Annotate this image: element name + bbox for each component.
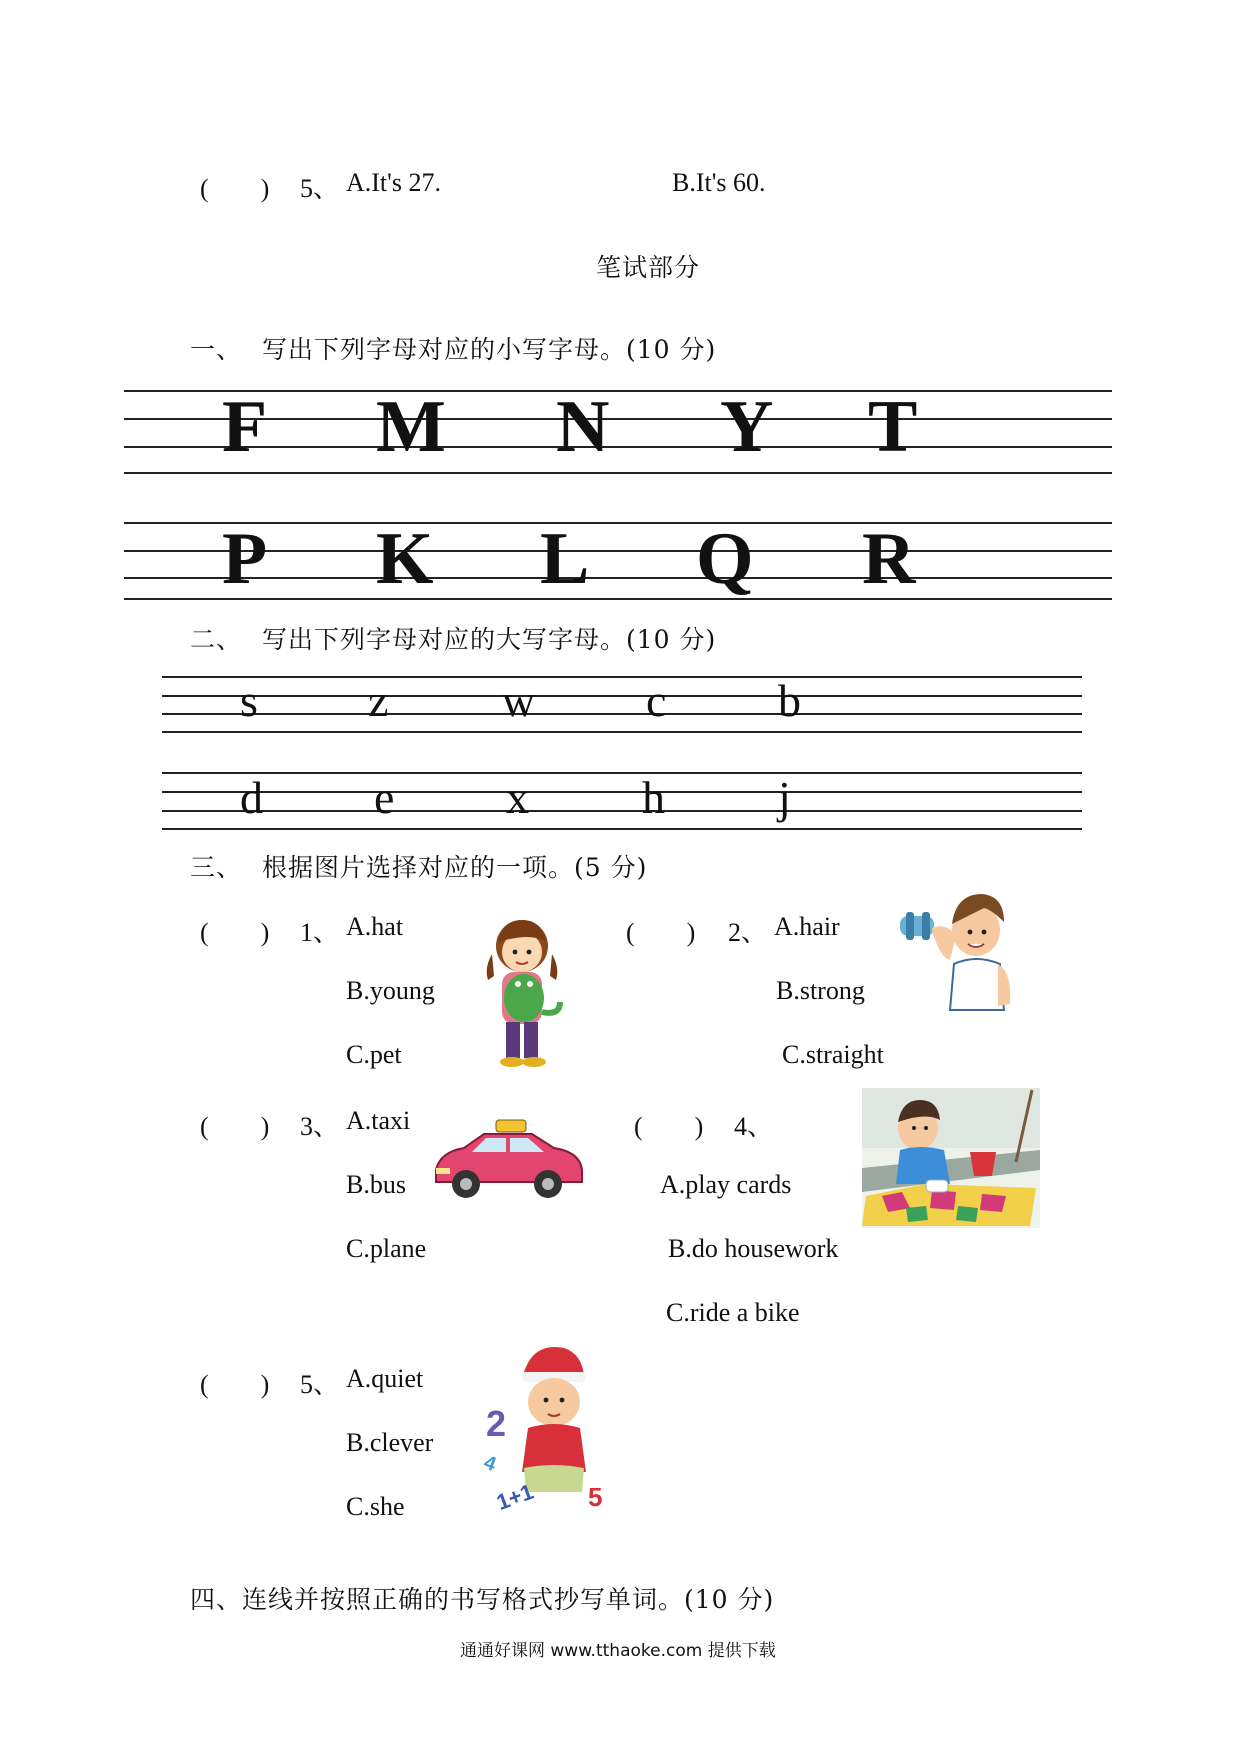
option-a: A.quiet (346, 1364, 424, 1393)
section-number: 一、 (190, 335, 243, 364)
lowercase-letter: z (368, 675, 389, 726)
uppercase-letter: K (376, 518, 434, 600)
writing-line (162, 676, 1082, 678)
writing-line (162, 713, 1082, 715)
writing-line (124, 522, 1112, 524)
section-heading: 根据图片选择对应的一项。(5 分) (262, 853, 648, 882)
uppercase-letter: Q (696, 518, 754, 600)
option-a: A.taxi (346, 1106, 411, 1135)
uppercase-letter: Y (720, 386, 774, 468)
svg-text:1+1: 1+1 (493, 1478, 537, 1516)
option-b: B.clever (346, 1428, 434, 1457)
lowercase-letter: j (778, 772, 791, 823)
option-a: A.It's 27. (346, 168, 441, 197)
section-number: 三、 (190, 853, 243, 882)
writing-line (124, 472, 1112, 474)
writing-line (162, 791, 1082, 793)
lowercase-letter: d (240, 772, 263, 823)
writing-line (124, 598, 1112, 600)
taxi-picture (430, 1118, 586, 1202)
lowercase-letter: w (502, 675, 536, 726)
option-b: B.It's 60. (672, 168, 766, 197)
lowercase-letter: x (506, 772, 529, 823)
option-a: A.play cards (660, 1170, 792, 1199)
question-number: 3、 (300, 1112, 340, 1141)
strong-boy-picture (896, 886, 1024, 1014)
writing-line (124, 418, 1112, 420)
footer-text: 通通好课网 www.tthaoke.com 提供下载 (460, 1641, 776, 1661)
option-c: C.straight (782, 1040, 884, 1069)
option-c: C.she (346, 1492, 405, 1521)
question-number: 1、 (300, 918, 340, 947)
lowercase-letter: b (778, 675, 801, 726)
answer-blank[interactable]: ( ) (200, 1370, 270, 1399)
lowercase-letter: s (240, 675, 258, 726)
answer-blank[interactable]: ( ) (200, 174, 270, 203)
uppercase-letter: T (868, 386, 918, 468)
section-heading: 写出下列字母对应的小写字母。(10 分) (262, 335, 717, 364)
uppercase-letter: F (222, 386, 268, 468)
section-title: 笔试部分 (596, 253, 701, 282)
option-b: B.bus (346, 1170, 406, 1199)
option-c: C.ride a bike (666, 1298, 800, 1327)
uppercase-letter: R (862, 518, 916, 600)
uppercase-letter: P (222, 518, 268, 600)
clever-boy-picture (476, 1336, 612, 1514)
answer-blank[interactable]: ( ) (634, 1112, 704, 1141)
option-a: A.hat (346, 912, 404, 941)
lowercase-letter: h (642, 772, 665, 823)
option-c: C.pet (346, 1040, 402, 1069)
uppercase-letter: N (556, 386, 610, 468)
question-number: 5、 (300, 1370, 340, 1399)
svg-text:5: 5 (588, 1482, 603, 1512)
section-heading: 写出下列字母对应的大写字母。(10 分) (262, 625, 717, 654)
boy-cleaning-picture (862, 1088, 1040, 1228)
question-number: 5、 (300, 174, 340, 203)
writing-line (124, 577, 1112, 579)
uppercase-letter: M (376, 386, 446, 468)
question-number: 4、 (734, 1112, 774, 1141)
option-b: B.young (346, 976, 435, 1005)
writing-line (162, 772, 1082, 774)
writing-line (162, 810, 1082, 812)
option-b: B.strong (776, 976, 865, 1005)
writing-line (162, 828, 1082, 830)
option-a: A.hair (774, 912, 840, 941)
writing-line (124, 446, 1112, 448)
writing-line (162, 695, 1082, 697)
answer-blank[interactable]: ( ) (200, 1112, 270, 1141)
option-b: B.do housework (668, 1234, 839, 1263)
answer-blank[interactable]: ( ) (200, 918, 270, 947)
uppercase-letter: L (540, 518, 590, 600)
answer-blank[interactable]: ( ) (626, 918, 696, 947)
svg-text:2: 2 (486, 1403, 507, 1444)
writing-line (162, 731, 1082, 733)
lowercase-letter: c (646, 675, 667, 726)
option-c: C.plane (346, 1234, 427, 1263)
svg-text:4: 4 (480, 1451, 499, 1477)
question-number: 2、 (728, 918, 768, 947)
writing-line (124, 390, 1112, 392)
girl-with-cat-picture (474, 912, 570, 1072)
lowercase-letter: e (374, 772, 395, 823)
section-number: 二、 (190, 625, 243, 654)
writing-line (124, 550, 1112, 552)
section-heading: 四、连线并按照正确的书写格式抄写单词。(10 分) (190, 1585, 775, 1614)
